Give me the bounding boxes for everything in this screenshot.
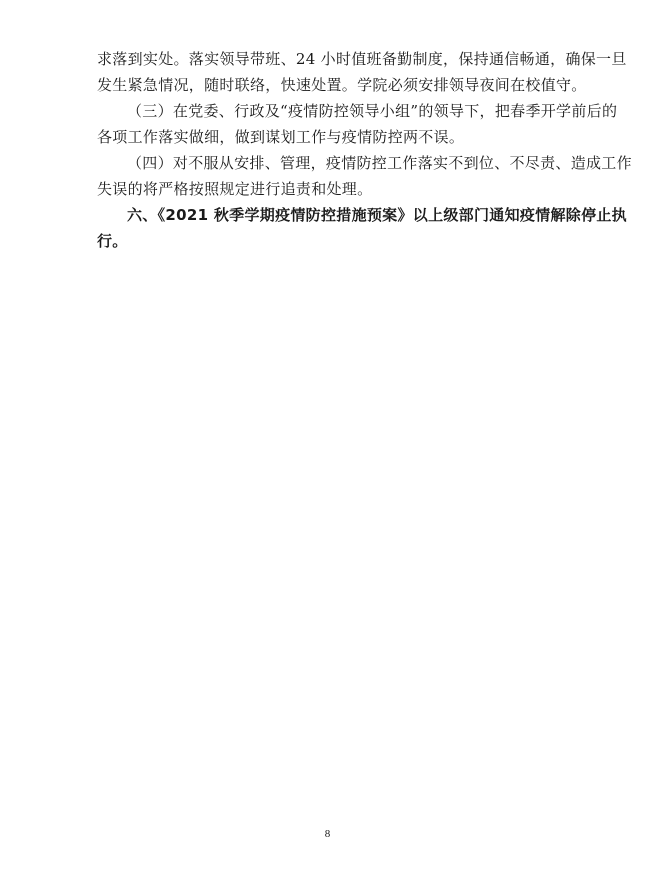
paragraph-line: 失误的将严格按照规定进行追责和处理。 <box>97 180 373 198</box>
paragraph-line: 求落到实处。落实领导带班、24 小时值班备勤制度，保持通信畅通，确保一旦 <box>97 50 627 68</box>
paragraph-line: （四）对不服从安排、管理，疫情防控工作落实不到位、不尽责、造成工作 <box>127 154 632 172</box>
section-heading-line: 六、《2021 秋季学期疫情防控措施预案》以上级部门通知疫情解除停止执 <box>127 206 627 224</box>
section-heading-line: 行。 <box>97 232 128 250</box>
paragraph-line: 发生紧急情况，随时联络，快速处置。学院必须安排领导夜间在校值守。 <box>97 76 587 94</box>
page-number: 8 <box>324 828 331 840</box>
paragraph-section-four <box>97 150 632 202</box>
paragraph-line: （三）在党委、行政及“疫情防控领导小组”的领导下，把春季开学前后的 <box>127 102 618 120</box>
document-body <box>97 46 632 254</box>
paragraph-section-three <box>97 98 618 150</box>
paragraph-section-six <box>97 202 627 254</box>
paragraph-line: 各项工作落实做细，做到谋划工作与疫情防控两不误。 <box>97 128 465 146</box>
paragraph-continued <box>97 46 627 98</box>
